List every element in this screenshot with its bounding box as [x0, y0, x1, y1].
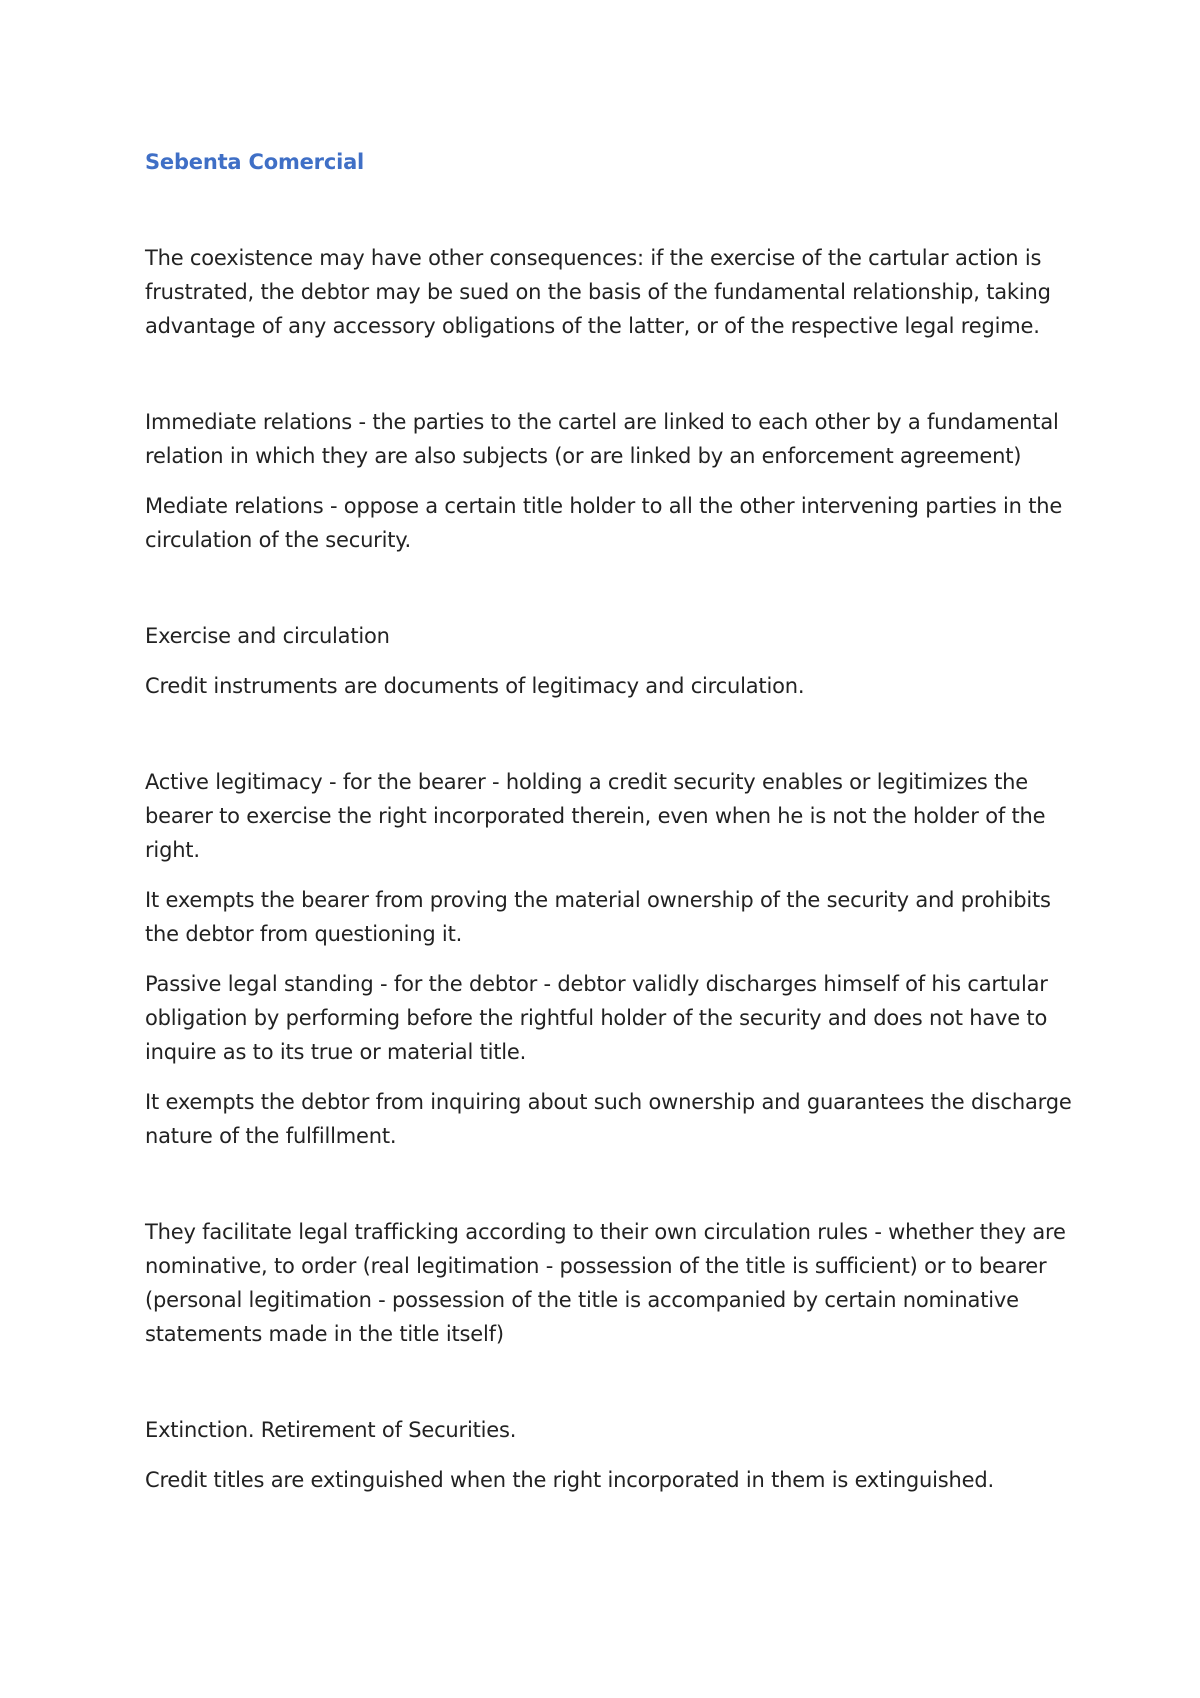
spacer	[145, 473, 1075, 489]
paragraph-immediate-relations: Immediate relations - the parties to the cartel are linked to each other by a fundamental relation in which they are also subjects (or are linked by an enforcement agreement)	[145, 410, 1059, 468]
section-heading-extinction: Extinction. Retirement of Securities.	[145, 1418, 517, 1442]
document-body	[145, 145, 1075, 1497]
spacer	[145, 951, 1075, 967]
spacer	[145, 1069, 1075, 1085]
spacer	[145, 867, 1075, 883]
paragraph-exempts-bearer: It exempts the bearer from proving the material ownership of the security and prohibits the debtor from questioning it.	[145, 888, 1051, 946]
paragraph-credit-titles-extinguished: Credit titles are extinguished when the right incorporated in them is extinguished.	[145, 1468, 994, 1492]
spacer	[145, 703, 1075, 765]
spacer	[145, 653, 1075, 669]
spacer	[145, 179, 1075, 241]
spacer	[145, 1153, 1075, 1215]
section-heading-exercise-circulation: Exercise and circulation	[145, 624, 390, 648]
spacer	[145, 1447, 1075, 1463]
paragraph-credit-instruments: Credit instruments are documents of legitimacy and circulation.	[145, 674, 805, 698]
spacer	[145, 343, 1075, 405]
document-title: Sebenta Comercial	[145, 150, 365, 174]
paragraph-mediate-relations: Mediate relations - oppose a certain title holder to all the other intervening parties in the circulation of the security.	[145, 494, 1063, 552]
spacer	[145, 1351, 1075, 1413]
paragraph-exempts-debtor: It exempts the debtor from inquiring about such ownership and guarantees the discharge nature of the fulfillment.	[145, 1090, 1072, 1148]
paragraph-passive-standing: Passive legal standing - for the debtor - debtor validly discharges himself of his cartular obligation by performing before the rightful holder of the security and does not have to inquire as to its true or material title.	[145, 972, 1048, 1064]
spacer	[145, 557, 1075, 619]
paragraph-active-legitimacy: Active legitimacy - for the bearer - holding a credit security enables or legitimizes the bearer to exercise the right incorporated therein, even when he is not the holder of the right.	[145, 770, 1046, 862]
paragraph-legal-trafficking: They facilitate legal trafficking according to their own circulation rules - whether they are nominative, to order (real legitimation - possession of the title is sufficient) or to bearer (personal legitimation - possession of the title is accompanied by certain nominative statements made in the title itself)	[145, 1220, 1066, 1346]
paragraph-coexistence: The coexistence may have other consequences: if the exercise of the cartular action is frustrated, the debtor may be sued on the basis of the fundamental relationship, taking advantage of any accessory obligations of the latter, or of the respective legal regime.	[145, 246, 1051, 338]
